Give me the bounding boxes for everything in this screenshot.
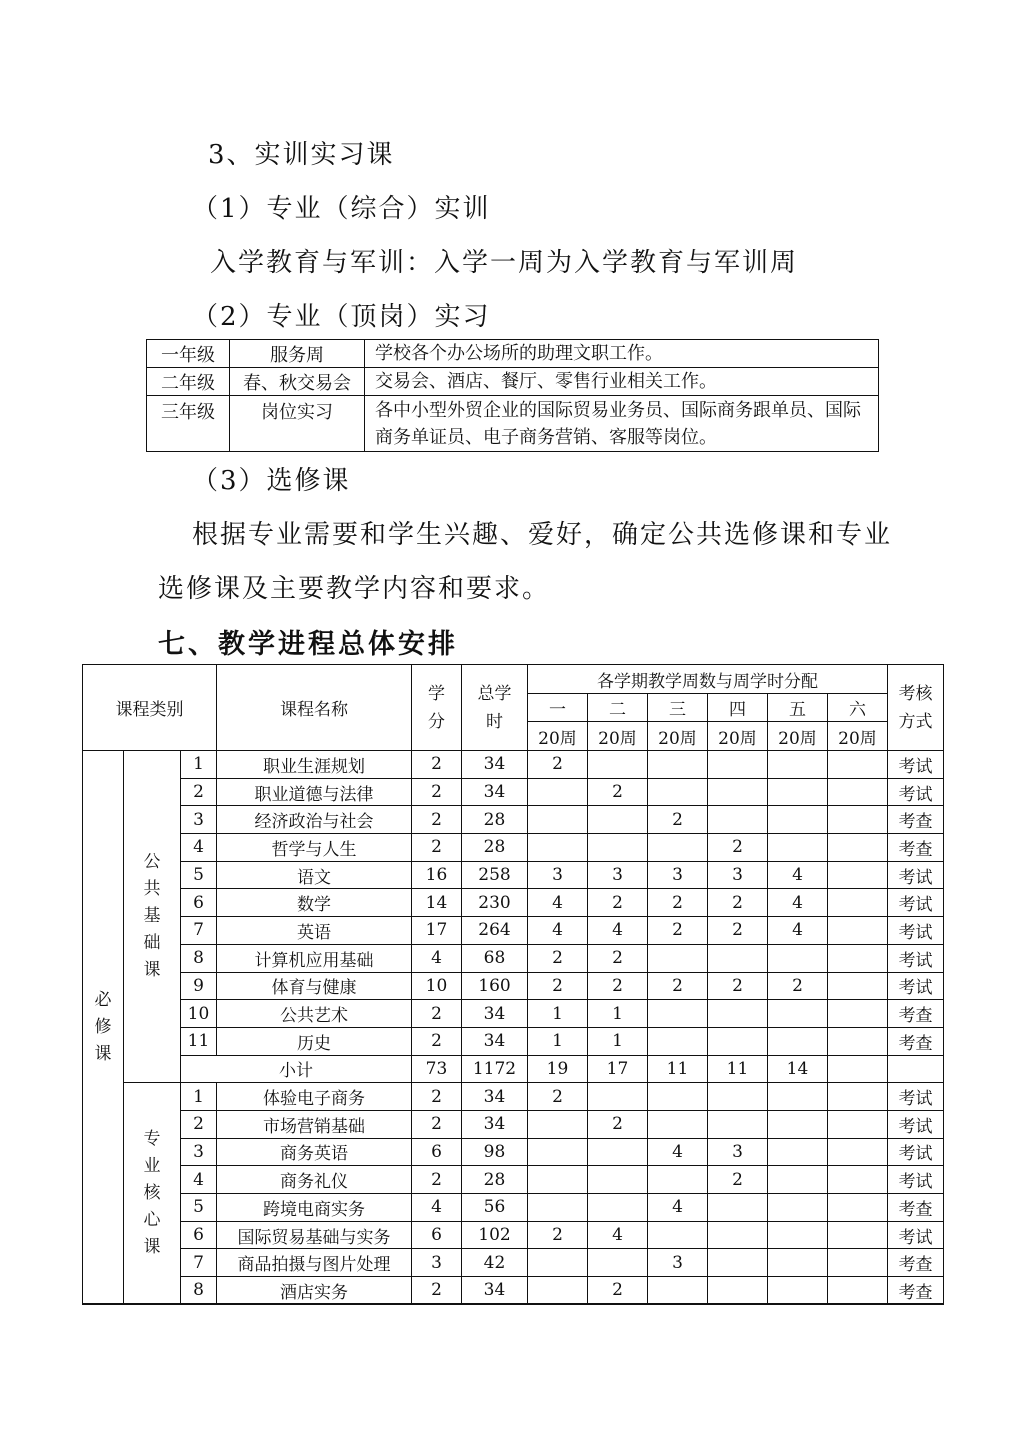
semester-hours-cell (708, 751, 768, 779)
semester-hours-cell: 2 (528, 944, 588, 972)
hours-cell: 34 (462, 1277, 528, 1305)
credit-cell: 4 (412, 1194, 462, 1222)
semester-hours-cell (648, 1000, 708, 1028)
semester-hours-cell (768, 806, 828, 834)
credit-cell: 3 (412, 1249, 462, 1277)
semester-hours-cell: 4 (528, 917, 588, 945)
semester-hours-cell: 4 (648, 1138, 708, 1166)
section-heading-schedule: 七、教学进程总体安排 (158, 629, 458, 660)
semester-hours-cell: 2 (708, 972, 768, 1000)
table-row (83, 751, 944, 779)
course-number-cell: 8 (181, 1277, 217, 1305)
semester-hours-cell (588, 1083, 648, 1111)
semester-hours-cell: 2 (648, 889, 708, 917)
grade-cell: 一年级 (147, 340, 230, 368)
semester-hours-cell: 4 (768, 861, 828, 889)
table-row (83, 1110, 944, 1138)
semester-header: 三 (648, 694, 708, 722)
assessment-cell: 考查 (888, 1194, 944, 1222)
semester-hours-cell: 2 (588, 1110, 648, 1138)
semester-hours-cell: 4 (588, 1221, 648, 1249)
semester-hours-cell: 2 (768, 972, 828, 1000)
weeks-header: 20周 (588, 722, 648, 751)
course-name-cell: 职业道德与法律 (217, 778, 412, 806)
semester-hours-cell (528, 834, 588, 862)
description-cell: 交易会、酒店、餐厅、零售行业相关工作。 (365, 368, 879, 396)
semester-hours-cell (768, 1249, 828, 1277)
table-row (147, 368, 879, 396)
credit-cell: 73 (412, 1055, 462, 1083)
table-row (147, 340, 879, 368)
semester-hours-cell: 1 (528, 1027, 588, 1055)
course-number-cell: 7 (181, 1249, 217, 1277)
semester-hours-cell (528, 1138, 588, 1166)
semester-hours-cell: 3 (648, 861, 708, 889)
table-row (83, 889, 944, 917)
course-number-cell: 10 (181, 1000, 217, 1028)
hours-cell: 28 (462, 806, 528, 834)
semester-hours-cell (768, 1083, 828, 1111)
subheading-electives: （3）选修课 (192, 466, 351, 496)
semester-hours-cell: 4 (648, 1194, 708, 1222)
semester-hours-cell (768, 1027, 828, 1055)
semester-hours-cell (828, 944, 888, 972)
assessment-cell: 考查 (888, 1027, 944, 1055)
semester-hours-cell (648, 1221, 708, 1249)
electives-text-line2: 选修课及主要教学内容和要求。 (158, 574, 551, 604)
semester-hours-cell: 2 (708, 917, 768, 945)
course-number-cell: 5 (181, 861, 217, 889)
credit-cell: 2 (412, 751, 462, 779)
assessment-cell: 考试 (888, 972, 944, 1000)
semester-hours-cell: 2 (708, 889, 768, 917)
semester-hours-cell (528, 1249, 588, 1277)
semester-hours-cell (768, 1277, 828, 1305)
credit-cell: 2 (412, 1000, 462, 1028)
category-header: 课程类别 (83, 665, 217, 751)
required-category-cell: 必 修 课 (83, 751, 124, 1305)
semester-hours-cell: 17 (588, 1055, 648, 1083)
semester-hours-cell: 3 (528, 861, 588, 889)
hours-cell: 1172 (462, 1055, 528, 1083)
group-category-cell: 专 业 核 心 课 (124, 1083, 181, 1305)
assessment-cell: 考试 (888, 944, 944, 972)
semester-hours-cell: 2 (528, 751, 588, 779)
hours-cell: 34 (462, 1000, 528, 1028)
semester-hours-cell (528, 1277, 588, 1305)
credit-cell: 6 (412, 1221, 462, 1249)
semester-hours-cell (828, 1166, 888, 1194)
assessment-cell: 考查 (888, 1000, 944, 1028)
semester-hours-cell (828, 1055, 888, 1083)
subtotal-label-cell: 小计 (181, 1055, 412, 1083)
semester-hours-cell: 3 (708, 1138, 768, 1166)
hours-cell: 42 (462, 1249, 528, 1277)
semester-hours-cell (828, 1277, 888, 1305)
course-name-cell: 体育与健康 (217, 972, 412, 1000)
group-category-cell: 公 共 基 础 课 (124, 751, 181, 1083)
semester-hours-cell (828, 751, 888, 779)
course-name-cell: 计算机应用基础 (217, 944, 412, 972)
course-name-cell: 英语 (217, 917, 412, 945)
course-name-header: 课程名称 (217, 665, 412, 751)
table-row (83, 834, 944, 862)
semester-hours-cell (828, 1110, 888, 1138)
semester-hours-cell (588, 1249, 648, 1277)
table-row (83, 861, 944, 889)
semester-hours-cell: 14 (768, 1055, 828, 1083)
hours-cell: 102 (462, 1221, 528, 1249)
semester-hours-cell (828, 972, 888, 1000)
table-row (83, 806, 944, 834)
table-row (83, 1083, 944, 1111)
semester-header: 四 (708, 694, 768, 722)
semester-hours-cell: 4 (528, 889, 588, 917)
semester-hours-cell (528, 806, 588, 834)
course-name-cell: 商务礼仪 (217, 1166, 412, 1194)
electives-text-line1: 根据专业需要和学生兴趣、爱好，确定公共选修课和专业 (192, 520, 893, 550)
course-name-cell: 经济政治与社会 (217, 806, 412, 834)
hours-cell: 68 (462, 944, 528, 972)
credit-cell: 2 (412, 1277, 462, 1305)
course-name-cell: 历史 (217, 1027, 412, 1055)
semester-hours-cell (588, 751, 648, 779)
semester-hours-cell: 2 (588, 944, 648, 972)
semester-hours-cell: 11 (648, 1055, 708, 1083)
grade-cell: 三年级 (147, 396, 230, 452)
course-number-cell: 1 (181, 751, 217, 779)
assessment-cell: 考试 (888, 1083, 944, 1111)
semester-hours-cell (708, 806, 768, 834)
weeks-header: 20周 (528, 722, 588, 751)
semester-hours-cell: 2 (588, 778, 648, 806)
grade-cell: 二年级 (147, 368, 230, 396)
semester-header: 五 (768, 694, 828, 722)
credit-cell: 10 (412, 972, 462, 1000)
semester-hours-cell: 2 (528, 1083, 588, 1111)
credit-cell: 16 (412, 861, 462, 889)
subtotal-row (83, 1055, 944, 1083)
assessment-cell: 考查 (888, 1277, 944, 1305)
assessment-cell: 考试 (888, 1138, 944, 1166)
table-row (83, 1194, 944, 1222)
semester-hours-cell (648, 778, 708, 806)
semester-hours-cell (708, 778, 768, 806)
semester-hours-cell (828, 1221, 888, 1249)
semester-hours-cell (708, 1083, 768, 1111)
credit-cell: 6 (412, 1138, 462, 1166)
program-cell: 岗位实习 (230, 396, 365, 452)
course-number-cell: 2 (181, 1110, 217, 1138)
semester-hours-cell (708, 1277, 768, 1305)
assessment-cell: 考试 (888, 778, 944, 806)
subheading-training: （1）专业（综合）实训 (192, 194, 491, 224)
assessment-cell: 考试 (888, 1221, 944, 1249)
semester-hours-cell: 1 (588, 1027, 648, 1055)
course-number-cell: 6 (181, 1221, 217, 1249)
semester-hours-cell (828, 1000, 888, 1028)
semester-hours-cell: 2 (648, 972, 708, 1000)
assessment-cell: 考查 (888, 806, 944, 834)
course-name-cell: 体验电子商务 (217, 1083, 412, 1111)
assessment-cell: 考试 (888, 1166, 944, 1194)
course-name-cell: 市场营销基础 (217, 1110, 412, 1138)
hours-cell: 34 (462, 778, 528, 806)
credit-cell: 4 (412, 944, 462, 972)
semester-hours-cell (588, 806, 648, 834)
hours-cell: 98 (462, 1138, 528, 1166)
credit-cell: 2 (412, 1027, 462, 1055)
semester-hours-cell (828, 861, 888, 889)
semester-hours-cell (828, 1027, 888, 1055)
hours-cell: 160 (462, 972, 528, 1000)
semester-hours-cell (648, 751, 708, 779)
semester-hours-cell (588, 1166, 648, 1194)
program-cell: 春、秋交易会 (230, 368, 365, 396)
credit-cell: 2 (412, 1110, 462, 1138)
table-row (83, 972, 944, 1000)
weeks-header: 20周 (768, 722, 828, 751)
semester-hours-cell (768, 1110, 828, 1138)
semester-hours-cell (828, 1138, 888, 1166)
assessment-cell: 考试 (888, 861, 944, 889)
semester-hours-cell (648, 1027, 708, 1055)
semester-hours-cell: 3 (588, 861, 648, 889)
assessment-cell (888, 1055, 944, 1083)
semester-hours-cell (708, 1110, 768, 1138)
semester-header: 二 (588, 694, 648, 722)
assessment-header: 考核方式 (888, 665, 944, 751)
semester-hours-cell (828, 1083, 888, 1111)
course-number-cell: 1 (181, 1083, 217, 1111)
course-name-cell: 职业生涯规划 (217, 751, 412, 779)
semester-hours-cell: 2 (648, 917, 708, 945)
hours-cell: 56 (462, 1194, 528, 1222)
weeks-header: 20周 (648, 722, 708, 751)
semester-header: 六 (828, 694, 888, 722)
semester-hours-cell: 1 (588, 1000, 648, 1028)
course-number-cell: 8 (181, 944, 217, 972)
assessment-cell: 考查 (888, 1249, 944, 1277)
semester-hours-cell (828, 834, 888, 862)
total-hours-header: 总学时 (462, 665, 528, 751)
table-row (83, 1249, 944, 1277)
semester-hours-cell (648, 1110, 708, 1138)
weeks-header: 20周 (708, 722, 768, 751)
semester-hours-cell: 4 (768, 917, 828, 945)
subheading-internship: （2）专业（顶岗）实习 (192, 302, 491, 332)
semester-hours-cell (648, 944, 708, 972)
weeks-header: 20周 (828, 722, 888, 751)
semester-hours-cell (828, 1249, 888, 1277)
table-row (83, 944, 944, 972)
course-name-cell: 数学 (217, 889, 412, 917)
course-name-cell: 公共艺术 (217, 1000, 412, 1028)
semester-hours-cell (768, 1000, 828, 1028)
description-cell: 学校各个办公场所的助理文职工作。 (365, 340, 879, 368)
semester-hours-cell (648, 1083, 708, 1111)
training-text: 入学教育与军训：入学一周为入学教育与军训周 (210, 248, 799, 278)
course-name-cell: 跨境电商实务 (217, 1194, 412, 1222)
credit-cell: 2 (412, 778, 462, 806)
hours-cell: 230 (462, 889, 528, 917)
semester-hours-cell: 2 (528, 1221, 588, 1249)
credit-cell: 2 (412, 1166, 462, 1194)
semester-hours-cell (828, 889, 888, 917)
semester-hours-cell (828, 806, 888, 834)
course-number-cell: 3 (181, 806, 217, 834)
semester-hours-cell: 1 (528, 1000, 588, 1028)
credit-cell: 14 (412, 889, 462, 917)
semester-hours-cell: 2 (708, 1166, 768, 1194)
semester-hours-cell (768, 1166, 828, 1194)
hours-cell: 258 (462, 861, 528, 889)
course-name-cell: 语文 (217, 861, 412, 889)
table-row (83, 1166, 944, 1194)
course-number-cell: 5 (181, 1194, 217, 1222)
program-cell: 服务周 (230, 340, 365, 368)
course-name-cell: 商务英语 (217, 1138, 412, 1166)
semester-hours-cell (528, 1166, 588, 1194)
semester-hours-cell: 3 (708, 861, 768, 889)
course-number-cell: 4 (181, 834, 217, 862)
internship-table (146, 339, 879, 452)
course-number-cell: 9 (181, 972, 217, 1000)
section-heading-practical: 3、实训实习课 (208, 140, 395, 170)
assessment-cell: 考试 (888, 1110, 944, 1138)
semester-hours-cell (768, 944, 828, 972)
table-row (83, 1138, 944, 1166)
table-row (83, 1000, 944, 1028)
table-row (83, 1277, 944, 1305)
course-number-cell: 11 (181, 1027, 217, 1055)
semester-hours-cell (588, 1138, 648, 1166)
course-name-cell: 商品拍摄与图片处理 (217, 1249, 412, 1277)
course-number-cell: 4 (181, 1166, 217, 1194)
semester-hours-cell: 2 (588, 889, 648, 917)
hours-cell: 28 (462, 834, 528, 862)
assessment-cell: 考查 (888, 834, 944, 862)
semester-hours-cell (708, 944, 768, 972)
credit-cell: 2 (412, 1083, 462, 1111)
table-row (83, 917, 944, 945)
credit-cell: 2 (412, 806, 462, 834)
header-row (83, 665, 944, 694)
semester-hours-cell: 2 (528, 972, 588, 1000)
credit-cell: 2 (412, 834, 462, 862)
hours-cell: 34 (462, 1110, 528, 1138)
credit-header: 学分 (412, 665, 462, 751)
course-name-cell: 酒店实务 (217, 1277, 412, 1305)
credit-cell: 17 (412, 917, 462, 945)
semester-hours-cell (768, 778, 828, 806)
semester-hours-cell (708, 1027, 768, 1055)
hours-cell: 34 (462, 1027, 528, 1055)
semester-hours-cell (828, 1194, 888, 1222)
semester-hours-cell: 2 (708, 834, 768, 862)
table-row (83, 1027, 944, 1055)
table-row (147, 396, 879, 452)
semester-hours-cell (588, 1194, 648, 1222)
assessment-cell: 考试 (888, 751, 944, 779)
semester-hours-cell: 2 (648, 806, 708, 834)
description-cell: 各中小型外贸企业的国际贸易业务员、国际商务跟单员、国际商务单证员、电子商务营销、客服等岗位。 (365, 396, 879, 452)
hours-cell: 34 (462, 1083, 528, 1111)
course-name-cell: 哲学与人生 (217, 834, 412, 862)
semester-hours-cell (768, 1221, 828, 1249)
semester-hours-cell: 11 (708, 1055, 768, 1083)
semester-hours-cell (768, 1194, 828, 1222)
hours-cell: 264 (462, 917, 528, 945)
semester-hours-cell (528, 1194, 588, 1222)
semester-hours-cell (768, 751, 828, 779)
semester-hours-cell: 4 (588, 917, 648, 945)
schedule-table (82, 664, 944, 1305)
semester-hours-cell (708, 1194, 768, 1222)
course-number-cell: 7 (181, 917, 217, 945)
semester-hours-cell (528, 778, 588, 806)
semester-hours-cell (648, 834, 708, 862)
semester-hours-cell (768, 834, 828, 862)
semester-hours-cell (828, 778, 888, 806)
course-number-cell: 3 (181, 1138, 217, 1166)
table-row (83, 1221, 944, 1249)
semester-hours-cell (768, 1138, 828, 1166)
semester-hours-cell (708, 1000, 768, 1028)
semester-hours-cell (648, 1166, 708, 1194)
course-number-cell: 2 (181, 778, 217, 806)
semester-hours-cell (708, 1249, 768, 1277)
course-name-cell: 国际贸易基础与实务 (217, 1221, 412, 1249)
semester-hours-cell (528, 1110, 588, 1138)
semester-hours-cell (648, 1277, 708, 1305)
assessment-cell: 考试 (888, 917, 944, 945)
hours-cell: 28 (462, 1166, 528, 1194)
semester-group-header: 各学期教学周数与周学时分配 (528, 665, 888, 694)
course-number-cell: 6 (181, 889, 217, 917)
assessment-cell: 考试 (888, 889, 944, 917)
table-row (83, 778, 944, 806)
semester-hours-cell: 2 (588, 972, 648, 1000)
semester-hours-cell: 4 (768, 889, 828, 917)
semester-hours-cell: 3 (648, 1249, 708, 1277)
semester-header: 一 (528, 694, 588, 722)
hours-cell: 34 (462, 751, 528, 779)
semester-hours-cell (828, 917, 888, 945)
semester-hours-cell (588, 834, 648, 862)
semester-hours-cell: 19 (528, 1055, 588, 1083)
semester-hours-cell (708, 1221, 768, 1249)
semester-hours-cell: 2 (588, 1277, 648, 1305)
